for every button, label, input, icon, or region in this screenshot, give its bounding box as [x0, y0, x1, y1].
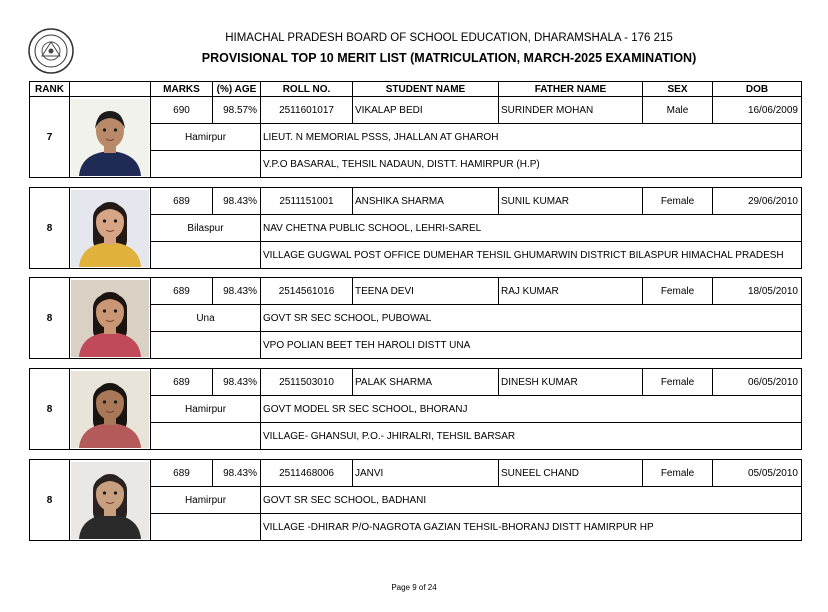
- sex-cell: Male: [643, 97, 713, 124]
- rank-cell: 8: [30, 369, 70, 450]
- blank-cell: [151, 242, 261, 269]
- col-student-name: STUDENT NAME: [353, 82, 499, 97]
- column-header-row: [29, 81, 802, 97]
- percentage-cell: 98.43%: [213, 278, 261, 305]
- address-cell: V.P.O BASARAL, TEHSIL NADAUN, DISTT. HAMIRPUR (H.P): [261, 151, 802, 178]
- student-photo-icon: [71, 462, 149, 539]
- col-rank: RANK: [30, 82, 70, 97]
- blank-cell: [151, 423, 261, 450]
- father-name-cell: SURINDER MOHAN: [499, 97, 643, 124]
- district-cell: Hamirpur: [151, 487, 261, 514]
- sex-cell: Female: [643, 278, 713, 305]
- percentage-cell: 98.43%: [213, 188, 261, 215]
- student-photo: [70, 97, 151, 178]
- student-photo: [70, 188, 151, 269]
- percentage-cell: 98.57%: [213, 97, 261, 124]
- student-photo-icon: [71, 371, 149, 448]
- percentage-cell: 98.43%: [213, 460, 261, 487]
- col-photo: [70, 82, 151, 97]
- district-cell: Bilaspur: [151, 215, 261, 242]
- roll-no-cell: 2511151001: [261, 188, 353, 215]
- marks-cell: 690: [151, 97, 213, 124]
- student-photo-icon: [71, 99, 149, 176]
- address-cell: VILLAGE -DHIRAR P/O-NAGROTA GAZIAN TEHSIL-BHORANJ DISTT HAMIRPUR HP: [261, 514, 802, 541]
- marks-cell: 689: [151, 460, 213, 487]
- col-father-name: FATHER NAME: [499, 82, 643, 97]
- dob-cell: 18/05/2010: [713, 278, 802, 305]
- student-photo-icon: [71, 280, 149, 357]
- rank-cell: 8: [30, 188, 70, 269]
- sex-cell: Female: [643, 460, 713, 487]
- student-name-cell: JANVI: [353, 460, 499, 487]
- address-cell: VILLAGE- GHANSUI, P.O.- JHIRALRI, TEHSIL BARSAR: [261, 423, 802, 450]
- board-title: HIMACHAL PRADESH BOARD OF SCHOOL EDUCATION, DHARAMSHALA - 176 215: [225, 32, 673, 44]
- student-name-cell: PALAK SHARMA: [353, 369, 499, 396]
- father-name-cell: DINESH KUMAR: [499, 369, 643, 396]
- roll-no-cell: 2511468006: [261, 460, 353, 487]
- rank-cell: 8: [30, 278, 70, 359]
- col-percentage: (%) AGE: [213, 82, 261, 97]
- blank-cell: [151, 514, 261, 541]
- student-record: [29, 187, 801, 268]
- student-name-cell: TEENA DEVI: [353, 278, 499, 305]
- student-name-cell: VIKALAP BEDI: [353, 97, 499, 124]
- merit-list-title: PROVISIONAL TOP 10 MERIT LIST (MATRICULATION, MARCH-2025 EXAMINATION): [201, 51, 697, 65]
- sex-cell: Female: [643, 369, 713, 396]
- student-record: [29, 96, 801, 177]
- school-cell: LIEUT. N MEMORIAL PSSS, JHALLAN AT GHAROH: [261, 124, 802, 151]
- student-photo-icon: [71, 190, 149, 267]
- dob-cell: 29/06/2010: [713, 188, 802, 215]
- marks-cell: 689: [151, 278, 213, 305]
- percentage-cell: 98.43%: [213, 369, 261, 396]
- school-cell: GOVT SR SEC SCHOOL, BADHANI: [261, 487, 802, 514]
- col-marks: MARKS: [151, 82, 213, 97]
- marks-cell: 689: [151, 369, 213, 396]
- district-cell: Una: [151, 305, 261, 332]
- dob-cell: 06/05/2010: [713, 369, 802, 396]
- student-photo: [70, 460, 151, 541]
- school-cell: GOVT SR SEC SCHOOL, PUBOWAL: [261, 305, 802, 332]
- father-name-cell: RAJ KUMAR: [499, 278, 643, 305]
- dob-cell: 16/06/2009: [713, 97, 802, 124]
- rank-cell: 8: [30, 460, 70, 541]
- blank-cell: [151, 151, 261, 178]
- school-cell: GOVT MODEL SR SEC SCHOOL, BHORANJ: [261, 396, 802, 423]
- student-record: [29, 277, 801, 358]
- district-cell: Hamirpur: [151, 396, 261, 423]
- student-photo: [70, 278, 151, 359]
- blank-cell: [151, 332, 261, 359]
- district-cell: Hamirpur: [151, 124, 261, 151]
- father-name-cell: SUNEEL CHAND: [499, 460, 643, 487]
- school-cell: NAV CHETNA PUBLIC SCHOOL, LEHRI-SAREL: [261, 215, 802, 242]
- address-cell: VILLAGE GUGWAL POST OFFICE DUMEHAR TEHSIL GHUMARWIN DISTRICT BILASPUR HIMACHAL PRADESH: [261, 242, 802, 269]
- student-name-cell: ANSHIKA SHARMA: [353, 188, 499, 215]
- roll-no-cell: 2511503010: [261, 369, 353, 396]
- col-sex: SEX: [643, 82, 713, 97]
- address-cell: VPO POLIAN BEET TEH HAROLI DISTT UNA: [261, 332, 802, 359]
- rank-cell: 7: [30, 97, 70, 178]
- dob-cell: 05/05/2010: [713, 460, 802, 487]
- page-number: Page 9 of 24: [391, 583, 437, 592]
- student-photo: [70, 369, 151, 450]
- col-roll-no: ROLL NO.: [261, 82, 353, 97]
- student-record: [29, 459, 801, 540]
- marks-cell: 689: [151, 188, 213, 215]
- roll-no-cell: 2511601017: [261, 97, 353, 124]
- roll-no-cell: 2514561016: [261, 278, 353, 305]
- father-name-cell: SUNIL KUMAR: [499, 188, 643, 215]
- col-dob: DOB: [713, 82, 802, 97]
- sex-cell: Female: [643, 188, 713, 215]
- student-record: [29, 368, 801, 449]
